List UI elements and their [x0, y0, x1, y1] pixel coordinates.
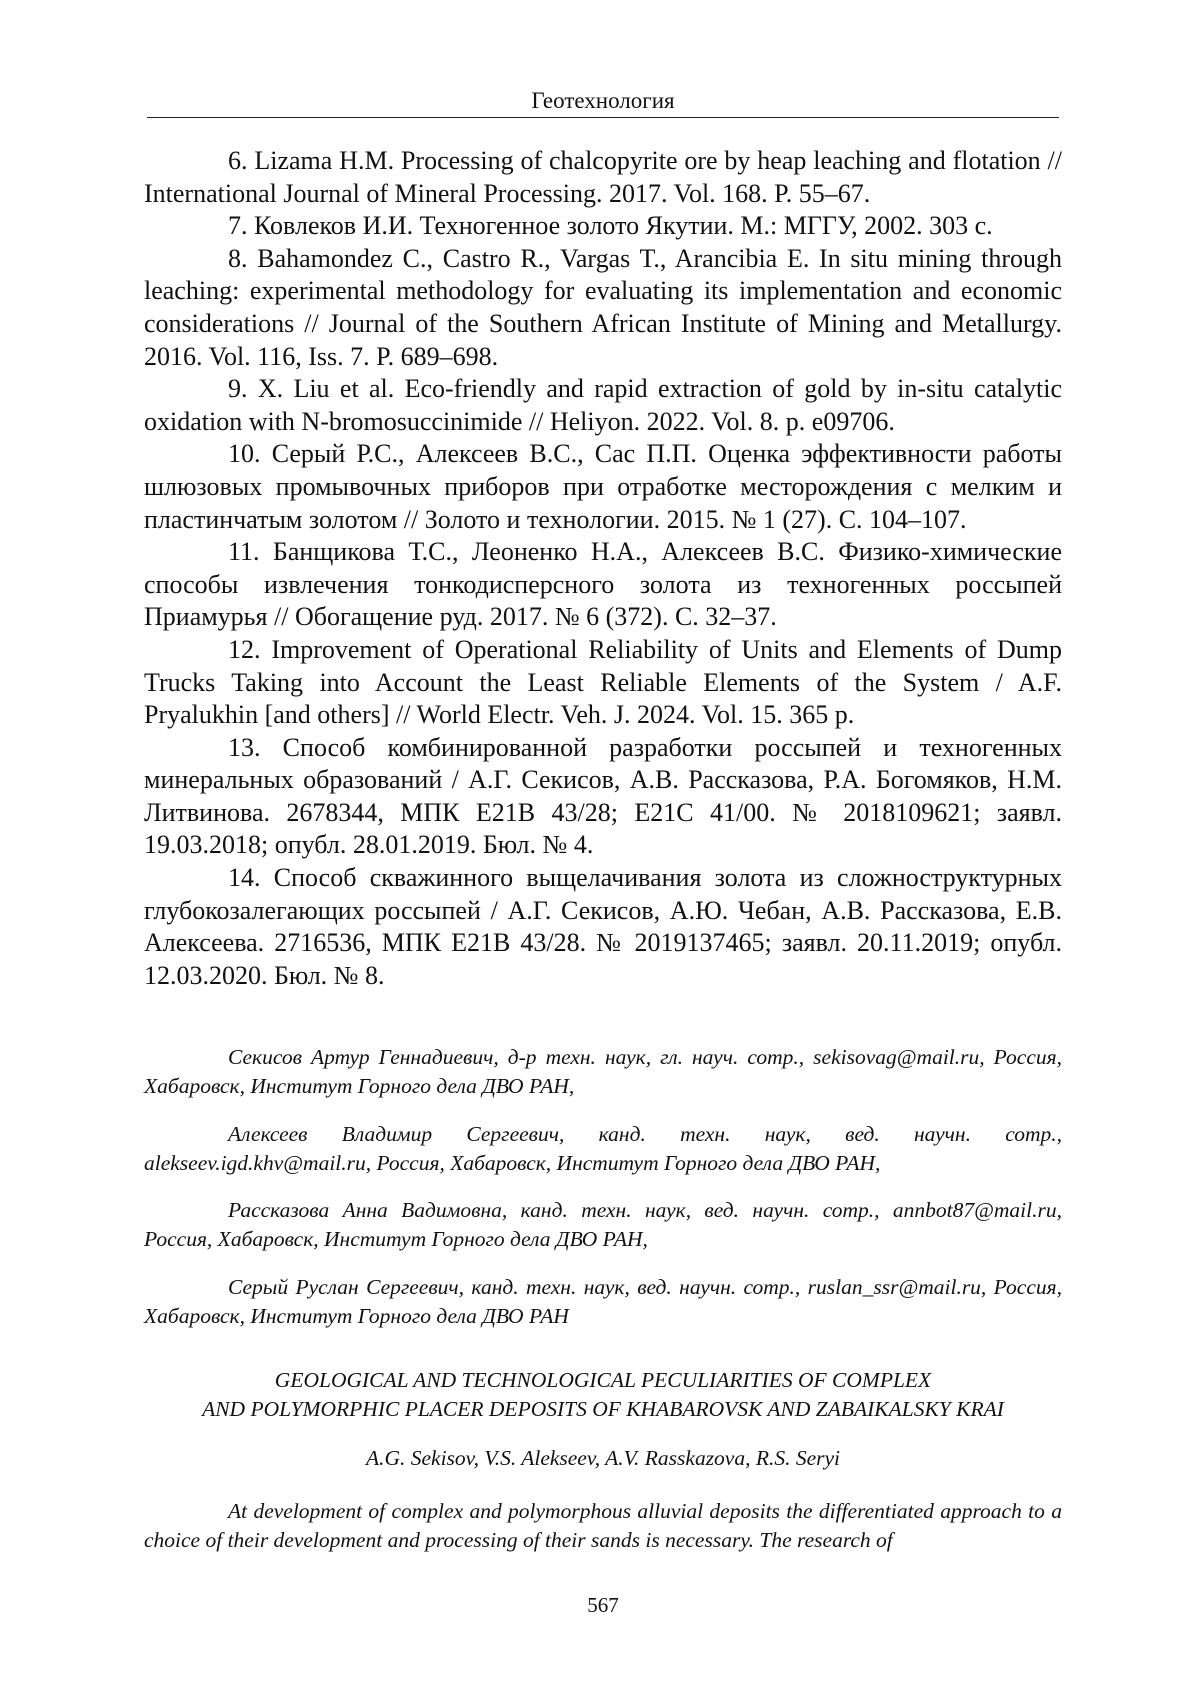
author-info: Рассказова Анна Вадимовна, канд. техн. наук, вед. научн. сотр., annbot87@mail.ru, Россия, Хабаровск, Институт Горного дела ДВО РАН, [144, 1198, 1062, 1251]
reference-item: 14. Способ скважинного выщелачивания золота из сложноструктурных глубокозалегающих россыпей / А.Г. Секисов, А.Ю. Чебан, А.В. Рассказова, Е.В. Алексеева. 2716536, МПК E21B 43/28. № 2019137465; заявл. 20.11.2019; опубл. 12.03.2020. Бюл. № 8. [144, 863, 1062, 990]
reference-list [144, 145, 1062, 992]
reference-item: 7. Ковлеков И.И. Техногенное золото Якутии. М.: МГГУ, 2002. 303 с. [228, 211, 993, 241]
reference-item: 13. Способ комбинированной разработки россыпей и техногенных минеральных образований / А.Г. Секисов, А.В. Рассказова, Р.А. Богомяков, Н.М. Литвинова. 2678344, МПК E21B 43/28; E21C 41/00. № 2018109621; заявл. 19.03.2018; опубл. 28.01.2019. Бюл. № 4. [144, 732, 1062, 860]
reference-item: 12. Improvement of Operational Reliability of Units and Elements of Dump Trucks Taking into Account the Least Reliable Elements of the System / A.F. Pryalukhin [and others] // World Electr. Veh. J. 2024. Vol. 15. 365 p. [144, 634, 1062, 730]
reference-item: 10. Серый Р.С., Алексеев В.С., Сас П.П. Оценка эффективности работы шлюзовых промывочных приборов при отработке месторождения с мелким и пластинчатым золотом // Золото и технологии. 2015. № 1 (27). С. 104–107. [144, 439, 1062, 534]
english-title-line-1: GEOLOGICAL AND TECHNOLOGICAL PECULIARITIES OF COMPLEX [274, 1368, 932, 1392]
author-info: Серый Руслан Сергеевич, канд. техн. наук, вед. научн. сотр., ruslan_ssr@mail.ru, Россия, Хабаровск, Институт Горного дела ДВО РАН [144, 1274, 1062, 1328]
reference-item: 11. Банщикова Т.С., Леоненко Н.А., Алексеев В.С. Физико-химические способы извлечения тонкодисперсного золота из техногенных россыпей Приамурья // Обогащение руд. 2017. № 6 (372). С. 32–37. [144, 537, 1062, 632]
header-divider [147, 117, 1059, 118]
author-info: Алексеев Владимир Сергеевич, канд. техн. наук, вед. научн. сотр., alekseev.igd.khv@mail.ru, Россия, Хабаровск, Институт Горного дела ДВО РАН, [144, 1121, 1062, 1175]
reference-item: 9. X. Liu et al. Eco-friendly and rapid extraction of gold by in-situ catalytic oxidation with N-bromosuccinimide // Heliyon. 2022. Vol. 8. p. e09706. [144, 374, 1062, 436]
author-info: Секисов Артур Геннадиевич, д-р техн. наук, гл. науч. сотр., sekisovag@mail.ru, Россия, Хабаровск, Институт Горного дела ДВО РАН, [144, 1045, 1062, 1098]
english-title [144, 1366, 1062, 1424]
running-header: Геотехнология [531, 88, 675, 113]
english-title-line-2: AND POLYMORPHIC PLACER DEPOSITS OF KHABAROVSK AND ZABAIKALSKY KRAI [202, 1397, 1004, 1421]
reference-item: 8. Bahamondez C., Castro R., Vargas T., Arancibia E. In situ mining through leaching: experimental methodology for evaluating its implementation and economic considerations // Journal of the Southern African Institute of Mining and Metallurgy. 2016. Vol. 116, Iss. 7. P. 689–698. [144, 243, 1062, 371]
page-number: 567 [587, 1593, 619, 1617]
abstract-text: At development of complex and polymorphous alluvial deposits the differentiated approach to a choice of their development and processing of their sands is necessary. The research of [144, 1499, 1062, 1552]
author-affiliations [144, 1043, 1062, 1349]
reference-item: 6. Lizama H.M. Processing of chalcopyrite ore by heap leaching and flotation // International Journal of Mineral Processing. 2017. Vol. 168. P. 55–67. [144, 146, 1062, 208]
english-authors: A.G. Sekisov, V.S. Alekseev, A.V. Rasskazova, R.S. Seryi [365, 1446, 841, 1470]
